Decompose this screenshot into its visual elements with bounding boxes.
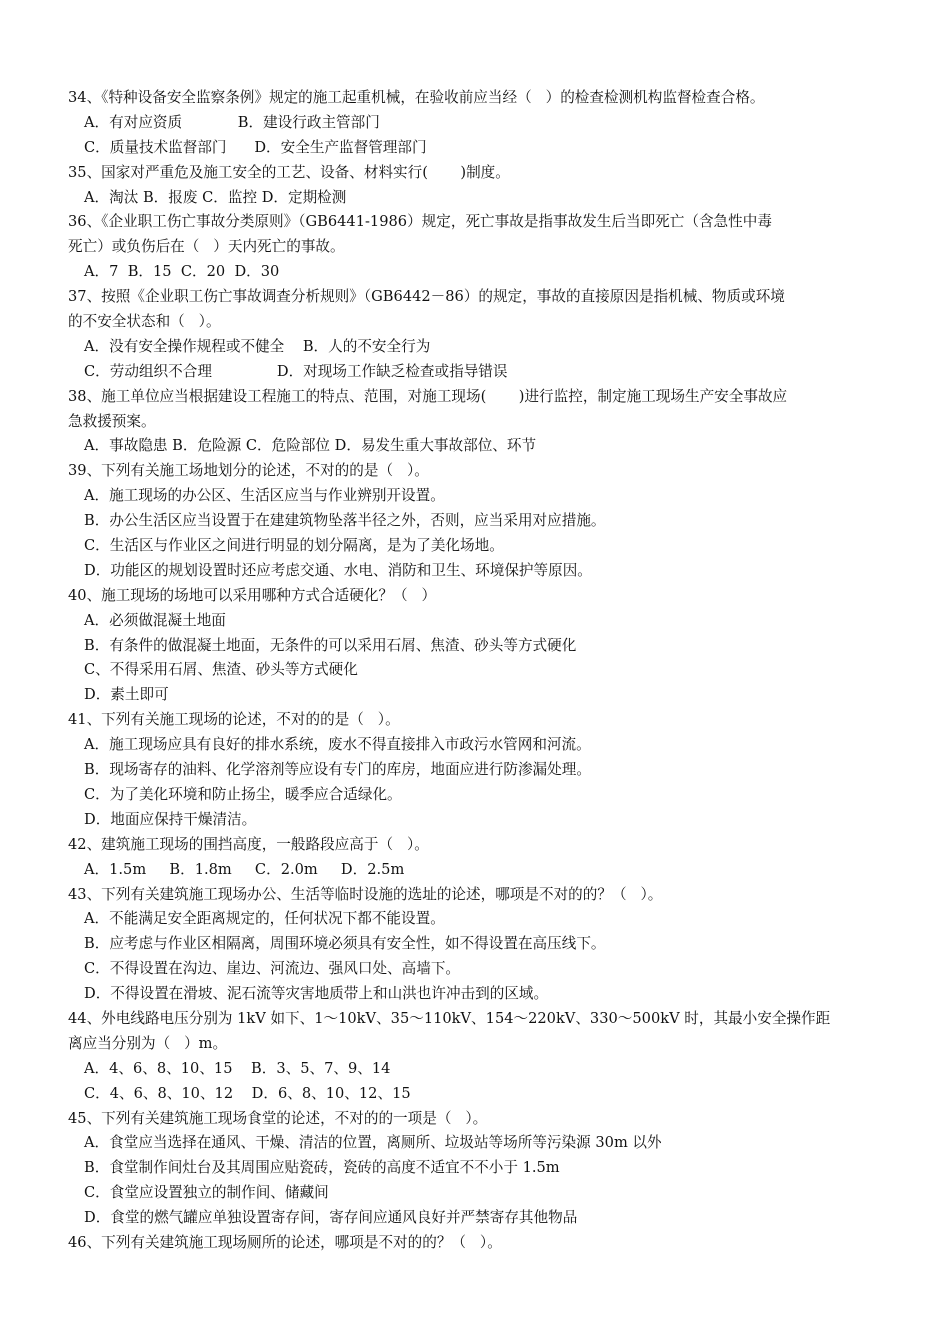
question-text-line: 36、《企业职工伤亡事故分类原则》（GB6441-1986）规定，死亡事故是指事故发生后当即死亡（含急性中毒 [68, 213, 772, 231]
question-text-line: 46、下列有关建筑施工现场厕所的论述，哪项是不对的的？（ ）。 [68, 1233, 502, 1251]
answer-options-line: C．4、6、8、10、12 D．6、8、10、12、15 [84, 1084, 411, 1102]
answer-options-line: A．食堂应当选择在通风、干燥、清洁的位置，离厕所、垃圾站等场所等污染源 30m 以外 [84, 1134, 662, 1152]
answer-options-line: A．1.5m B．1.8m C．2.0m D．2.5m [84, 860, 405, 878]
question-text-line: 40、施工现场的场地可以采用哪种方式合适硬化？（ ） [68, 586, 437, 604]
answer-options-line: D．食堂的燃气罐应单独设置寄存间，寄存间应通风良好并严禁寄存其他物品 [84, 1209, 578, 1227]
answer-options-line: A．7 B．15 C．20 D．30 [84, 263, 280, 281]
question-text-line: 急救援预案。 [68, 412, 156, 430]
answer-options-line: C．为了美化环境和防止扬尘，暖季应合适绿化。 [84, 785, 402, 803]
answer-options-line: B．办公生活区应当设置于在建建筑物坠落半径之外，否则，应当采用对应措施。 [84, 512, 606, 530]
answer-options-line: C、不得采用石屑、焦渣、砂头等方式硬化 [84, 661, 358, 679]
answer-options-line: A．淘汰 B．报废 C．监控 D．定期检测 [84, 188, 347, 206]
answer-options-line: A．4、6、8、10、15 B．3、5、7、9、14 [84, 1059, 391, 1077]
question-text-line: 38、施工单位应当根据建设工程施工的特点、范围，对施工现场( )进行监控，制定施工现场生产安全事故应 [68, 387, 788, 405]
question-text-line: 37、按照《企业职工伤亡事故调查分析规则》（GB6442－86）的规定，事故的直接原因是指机械、物质或环境 [68, 288, 785, 306]
question-text-line: 45、下列有关建筑施工现场食堂的论述，不对的的一项是（ ）。 [68, 1109, 488, 1127]
question-text-line: 41、下列有关施工现场的论述，不对的的是（ ）。 [68, 711, 400, 729]
answer-options-line: A．不能满足安全距离规定的，任何状况下都不能设置。 [84, 910, 445, 928]
answer-options-line: A．没有安全操作规程或不健全 B．人的不安全行为 [84, 337, 431, 355]
answer-options-line: C．不得设置在沟边、崖边、河流边、强风口处、高墙下。 [84, 960, 461, 978]
answer-options-line: B．有条件的做混凝土地面，无条件的可以采用石屑、焦渣、砂头等方式硬化 [84, 636, 577, 654]
answer-options-line: D．功能区的规划设置时还应考虑交通、水电、消防和卫生、环境保护等原因。 [84, 561, 592, 579]
answer-options-line: C．生活区与作业区之间进行明显的划分隔离，是为了美化场地。 [84, 537, 504, 555]
answer-options-line: A．事故隐患 B．危险源 C．危险部位 D．易发生重大事故部位、环节 [84, 437, 537, 455]
question-text-line: 42、建筑施工现场的围挡高度，一般路段应高于（ ）。 [68, 835, 429, 853]
question-text-line: 39、下列有关施工场地划分的论述，不对的的是（ ）。 [68, 462, 429, 480]
answer-options-line: A．施工现场应具有良好的排水系统，废水不得直接排入市政污水管网和河流。 [84, 736, 591, 754]
answer-options-line: B．现场寄存的油料、化学溶剂等应设有专门的库房，地面应进行防渗漏处理。 [84, 761, 591, 779]
answer-options-line: C．质量技术监督部门 D．安全生产监督管理部门 [84, 138, 427, 156]
question-text-line: 34、《特种设备安全监察条例》规定的施工起重机械，在验收前应当经（ ）的检查检测机构监督检查合格。 [68, 89, 765, 106]
answer-options-line: C．劳动组织不合理 D．对现场工作缺乏检查或指导错误 [84, 362, 508, 380]
answer-options-line: D．素土即可 [84, 686, 169, 704]
answer-options-line: A．必须做混凝土地面 [84, 611, 226, 629]
question-text-line: 43、下列有关建筑施工现场办公、生活等临时设施的选址的论述，哪项是不对的的？（ ）。 [68, 885, 663, 903]
answer-options-line: A．有对应资质 B．建设行政主管部门 [84, 113, 380, 131]
answer-options-line: C．食堂应设置独立的制作间、储藏间 [84, 1184, 329, 1202]
answer-options-line: A．施工现场的办公区、生活区应当与作业辨别开设置。 [84, 487, 445, 505]
answer-options-line: B．应考虑与作业区相隔离，周围环境必须具有安全性，如不得设置在高压线下。 [84, 935, 606, 953]
question-list [68, 86, 884, 1256]
answer-options-line: B．食堂制作间灶台及其周围应贴瓷砖，瓷砖的高度不适宜不不小于 1.5m [84, 1159, 560, 1177]
question-text-line: 离应当分别为（ ）m。 [68, 1034, 228, 1052]
question-text-line: 35、国家对严重危及施工安全的工艺、设备、材料实行( )制度。 [68, 163, 510, 181]
answer-options-line: D．不得设置在滑坡、泥石流等灾害地质带上和山洪也许冲击到的区域。 [84, 985, 549, 1003]
question-text-line: 死亡）或负伤后在（ ）天内死亡的事故。 [68, 238, 345, 256]
question-text-line: 44、外电线路电压分别为 1kV 如下、1～10kV、35～110kV、154～220kV、330～500kV 时，其最小安全操作距 [68, 1009, 831, 1027]
question-text-line: 的不安全状态和（ ）。 [68, 313, 221, 331]
answer-options-line: D．地面应保持干燥清洁。 [84, 810, 257, 828]
